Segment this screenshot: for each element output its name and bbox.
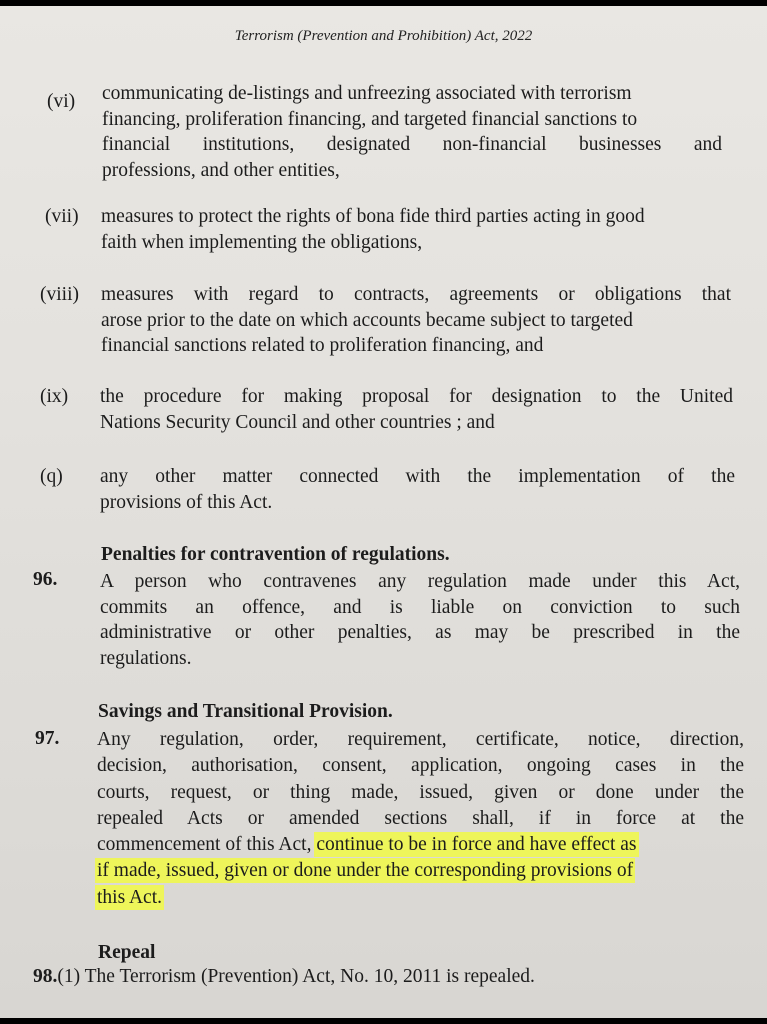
document-page xyxy=(0,6,767,1018)
text-line: repealed Acts or amended sections shall, if in force at the xyxy=(97,807,744,829)
item-text xyxy=(101,282,731,359)
text-line xyxy=(97,885,744,911)
text-line: professions, and other entities, xyxy=(102,159,340,181)
text-line: the procedure for making proposal for designation to the United xyxy=(100,386,733,407)
item-text xyxy=(100,464,735,515)
text-line: faith when implementing the obligations, xyxy=(101,231,423,253)
highlighted-text: if made, issued, given or done under the corresponding provisions of xyxy=(97,860,634,882)
list-item-vii xyxy=(0,204,767,256)
section-98-heading: Repeal xyxy=(98,942,156,963)
item-label: (viii) xyxy=(40,284,79,305)
list-item-ix xyxy=(0,384,767,436)
text-line: commits an offence, and is liable on conviction to such xyxy=(100,596,740,618)
text-line xyxy=(97,858,744,884)
highlighted-text: this Act. xyxy=(97,886,163,908)
text-line: arose prior to the date on which accounts became subject to targeted xyxy=(101,309,633,331)
item-text xyxy=(101,204,731,255)
section-97-heading: Savings and Transitional Provision. xyxy=(98,701,393,722)
text-line: Nations Security Council and other countries ; and xyxy=(100,411,495,433)
list-item-vi xyxy=(0,81,767,185)
section-98-line xyxy=(33,966,535,988)
text-line xyxy=(97,832,744,858)
text-line: communicating de-listings and unfreezing associated with terrorism xyxy=(102,83,632,104)
text-line: financial institutions, designated non-financial businesses and xyxy=(102,134,722,155)
section-97-number: 97. xyxy=(35,728,60,749)
text-line: financing, proliferation financing, and targeted financial sanctions to xyxy=(102,108,638,130)
section-98-number: 98. xyxy=(33,966,58,987)
highlighted-text: continue to be in force and have effect as xyxy=(316,834,637,856)
section-98-text: (1) The Terrorism (Prevention) Act, No. 10, 2011 is repealed. xyxy=(57,966,535,987)
text-line: administrative or other penalties, as may be prescribed in the xyxy=(100,622,740,643)
section-96-number: 96. xyxy=(33,569,58,590)
item-label: (ix) xyxy=(40,386,69,407)
text-line: A person who contravenes any regulation made under this Act, xyxy=(100,571,740,592)
text-line: Any regulation, order, requirement, certificate, notice, direction, xyxy=(97,729,744,750)
item-label: (q) xyxy=(40,466,63,487)
text-line: measures to protect the rights of bona fide third parties acting in good xyxy=(101,206,645,227)
section-96-heading: Penalties for contravention of regulations. xyxy=(101,544,450,565)
list-item-viii xyxy=(0,282,767,360)
text-line: financial sanctions related to proliferation financing, and xyxy=(101,335,544,356)
text-line: any other matter connected with the implementation of the xyxy=(100,466,735,487)
section-96-body xyxy=(100,569,740,673)
text-line: decision, authorisation, consent, application, ongoing cases in the xyxy=(97,755,744,777)
text-line: regulations. xyxy=(100,647,192,669)
text-line: provisions of this Act. xyxy=(100,491,273,513)
text-plain: commencement of this Act, xyxy=(97,834,317,856)
list-item-q xyxy=(0,464,767,516)
item-text xyxy=(100,384,733,435)
running-title: Terrorism (Prevention and Prohibition) Act, 2022 xyxy=(234,28,533,44)
item-text xyxy=(102,81,722,183)
section-97-body xyxy=(97,727,744,909)
text-line: measures with regard to contracts, agreements or obligations that xyxy=(101,284,731,305)
item-label: (vii) xyxy=(45,206,79,227)
text-line: courts, request, or thing made, issued, given or done under the xyxy=(97,781,744,803)
item-label: (vi) xyxy=(47,91,76,112)
